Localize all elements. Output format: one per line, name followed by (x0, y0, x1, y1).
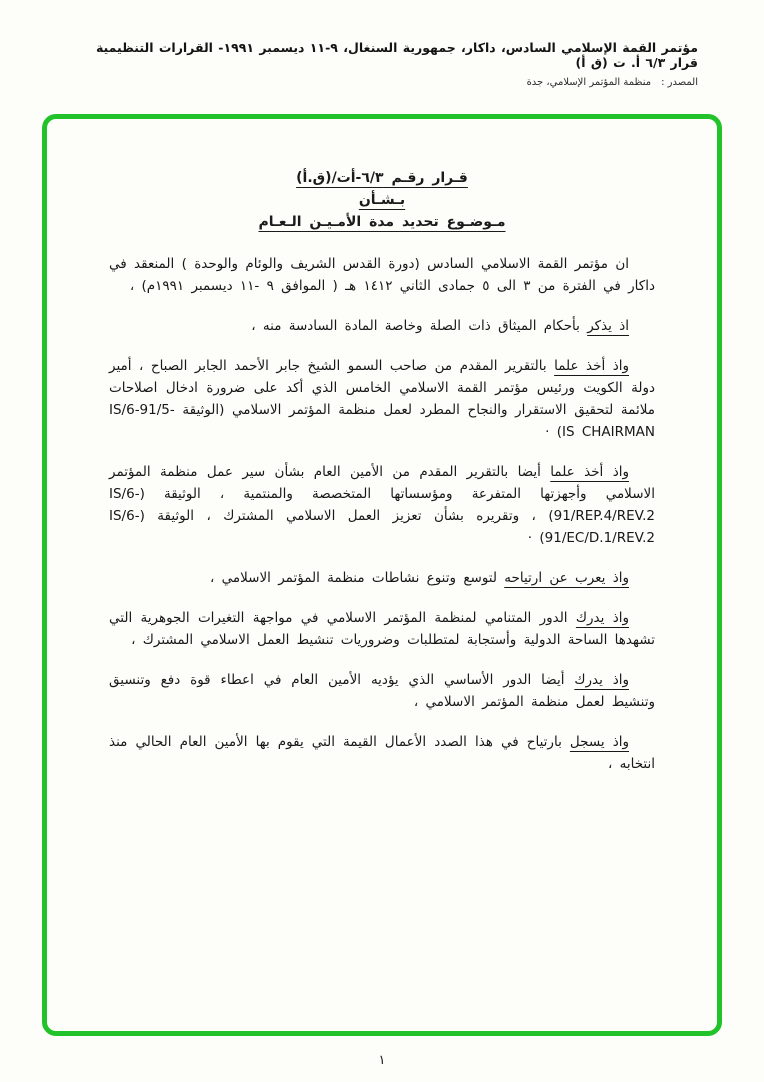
paragraph-aware-sg-role (109, 669, 655, 713)
source-value: منظمة المؤتمر الإسلامي، جدة (526, 77, 652, 88)
paragraph-lead: واذ يسجل (569, 734, 629, 750)
paragraph-lead: اذ يذكر (587, 318, 629, 334)
paragraph-text: أيضا بالتقرير المقدم من الأمين العام بشأن سير عمل منظمة المؤتمر الاسلامي وأجهزتها المتفرعة ومؤسساتها المتخصصة والمنتمية ، الوثيقة (IS/6-91/REP.4/REV.2) ، وتقريره بشأن تعزيز العمل الاسلامي المشترك ، الوثيقة (IS/6-91/EC/D.1/REV.2) · (109, 464, 655, 546)
paragraph-expressing-satisfaction (109, 567, 655, 589)
document-header (64, 40, 698, 88)
paragraph-noting-chairman-report (109, 355, 655, 443)
decree-number-title: قـرار رقـم ٦/٣-أت/(ق.أ) (296, 170, 468, 186)
decree-subject-title: مـوضـوع تحديد مدة الأمـيـن الـعـام (258, 214, 506, 230)
paragraph-lead: واذ يدرك (575, 610, 629, 626)
header-source-line (64, 77, 698, 88)
header-title: مؤتمر القمة الإسلامي السادس، داكار، جمهورية السنغال، ٩-١١ ديسمبر ١٩٩١- القرارات التنظيمية قرار ٦/٣ أ. ت (ق أ) (95, 40, 698, 70)
page-number: ١ (378, 1053, 386, 1068)
paragraph-text: بالتقرير المقدم من صاحب السمو الشيخ جابر الأحمد الجابر الصباح ، أمير دولة الكويت ورئيس مؤتمر القمة الاسلامي الخامس الذي أكد على ضرورة ادخال اصلاحات ملائمة لتحقيق الاستقرار والنجاح المطرد لعمل منظمة المؤتمر الاسلامي (الوثيقة IS/6-91/5-IS CHAIRMAN) · (109, 358, 655, 440)
source-label: المصدر : (661, 77, 698, 88)
paragraph-lead: واذ أخذ علما (554, 358, 629, 374)
paragraph-lead: واذ أخذ علما (550, 464, 629, 480)
paragraph-text: بأحكام الميثاق ذات الصلة وخاصة المادة السادسة منه ، (251, 318, 588, 334)
paragraph-preamble (109, 253, 655, 297)
paragraph-text: أيضا الدور الأساسي الذي يؤديه الأمين العام في اعطاء قوة دفع وتنسيق وتنشيط لعمل منظمة المؤتمر الاسلامي ، (109, 672, 655, 710)
paragraph-lead: واذ يعرب عن ارتياحه (504, 570, 629, 586)
decree-green-frame (42, 114, 722, 1036)
paragraph-aware-growing-role (109, 607, 655, 651)
paragraph-recording-appreciation (109, 731, 655, 775)
paragraph-text: ان مؤتمر القمة الاسلامي السادس (دورة القدس الشريف والوئام والوحدة ) المنعقد في داكار في الفترة من ٣ الى ٥ جمادى الثاني ١٤١٢ هـ ( الموافق ٩ -١١ ديسمبر ١٩٩١م) ، (109, 256, 655, 294)
paragraph-lead: واذ يدرك (574, 672, 629, 688)
paragraph-text: الدور المتنامي لمنظمة المؤتمر الاسلامي في مواجهة التغيرات الجوهرية التي تشهدها الساحة الدولية وأستجابة لمتطلبات وضروريات تنشيط العمل الاسلامي المشترك ، (109, 610, 655, 648)
paragraph-text: بارتياح في هذا الصدد الأعمال القيمة التي يقوم بها الأمين العام الحالي منذ انتخابه ، (109, 734, 655, 772)
decree-title-block (109, 167, 655, 233)
decree-subject-label: بـشـأن (358, 192, 406, 208)
paragraph-recalling (109, 315, 655, 337)
paragraph-text: لتوسع وتنوع نشاطات منظمة المؤتمر الاسلامي ، (209, 570, 505, 586)
paragraph-noting-sg-report (109, 461, 655, 549)
decree-body (47, 119, 717, 775)
